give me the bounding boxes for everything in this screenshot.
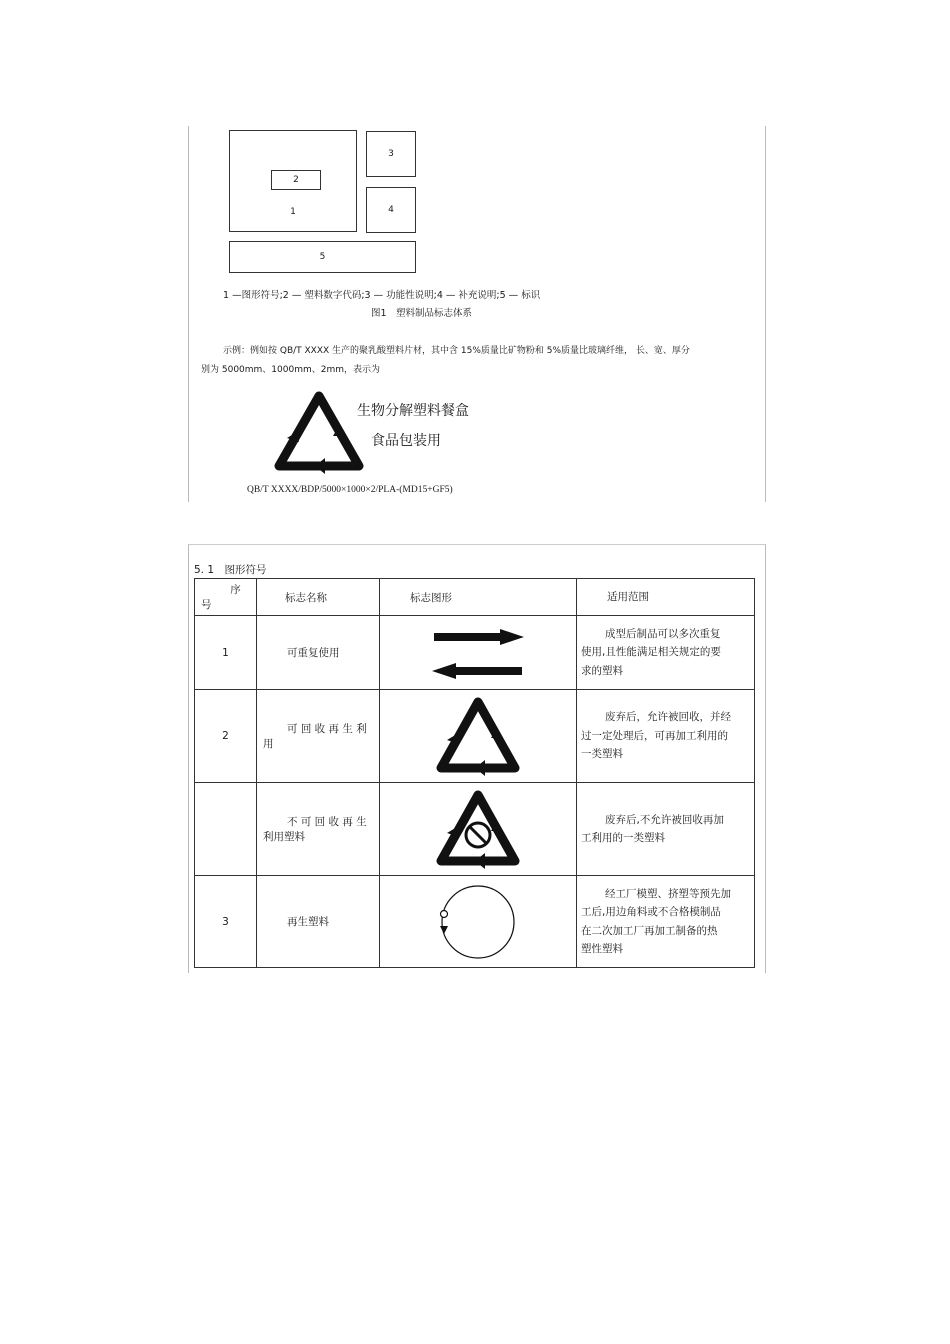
symbol-table	[194, 578, 755, 968]
row-figure	[380, 876, 577, 968]
circular-arrow-icon	[436, 882, 520, 962]
table-header-row	[195, 579, 755, 616]
mark-text-1: 生物分解塑料餐盒	[357, 403, 469, 419]
recycle-triangle-icon	[435, 696, 521, 776]
table-row	[195, 690, 755, 783]
header-figure: 标志图形	[380, 579, 577, 616]
example-line-2: 别为 5000mm、1000mm、2mm，表示为	[201, 365, 380, 375]
row-num: 3	[195, 876, 257, 968]
figure-box-5: 5	[229, 241, 416, 273]
header-name: 标志名称	[257, 579, 380, 616]
row-figure	[380, 690, 577, 783]
header-scope: 适用范围	[577, 579, 755, 616]
row-num: 2	[195, 690, 257, 783]
row-name: 可 回 收 再 生 利 用	[257, 690, 380, 783]
figure-box-2: 2	[271, 170, 321, 190]
row-scope: 废弃后,不允许被回收再加 工利用的一类塑料	[577, 783, 755, 876]
row-scope: 成型后制品可以多次重复 使用,且性能满足相关规定的要 求的塑料	[577, 616, 755, 690]
header-num: 序 号	[195, 579, 257, 616]
row-name: 可重复使用	[257, 616, 380, 690]
row-num	[195, 783, 257, 876]
row-scope: 废弃后，允许被回收，并经 过一定处理后，可再加工利用的 一类塑料	[577, 690, 755, 783]
example-line-1: 示例：例如按 QB/T XXXX 生产的聚乳酸塑料片材，其中含 15%质量比矿物粉和 5%质量比玻璃纤维， 长、宽、厚分	[223, 346, 690, 356]
reuse-arrows-icon	[428, 623, 528, 683]
recycle-mark-icon	[273, 390, 365, 474]
figure-legend: 1 —图形符号;2 — 塑料数字代码;3 — 功能性说明;4 — 补充说明;5 — 标识	[223, 290, 541, 301]
table-row	[195, 876, 755, 968]
figure-box-4: 4	[366, 187, 416, 233]
figure-box-3: 3	[366, 131, 416, 177]
row-figure	[380, 616, 577, 690]
figure-box-1: 1	[229, 130, 357, 232]
symbol-table-panel	[188, 544, 766, 973]
mark-code: QB/T XXXX/BDP/5000×1000×2/PLA-(MD15+GF5)	[247, 485, 453, 495]
row-scope: 经工厂模塑、挤塑等预先加 工后,用边角料或不合格模制品 在二次加工厂再加工制备的热 塑性塑料	[577, 876, 755, 968]
figure-caption: 图1 塑料制品标志体系	[371, 308, 473, 319]
row-num: 1	[195, 616, 257, 690]
row-figure	[380, 783, 577, 876]
mark-text-2: 食品包装用	[371, 433, 441, 449]
row-name: 不 可 回 收 再 生 利用塑料	[257, 783, 380, 876]
no-recycle-icon	[435, 789, 521, 869]
table-row	[195, 616, 755, 690]
table-row	[195, 783, 755, 876]
figure-panel	[188, 126, 766, 502]
section-heading: 5. 1 图形符号	[194, 564, 267, 576]
row-name: 再生塑料	[257, 876, 380, 968]
